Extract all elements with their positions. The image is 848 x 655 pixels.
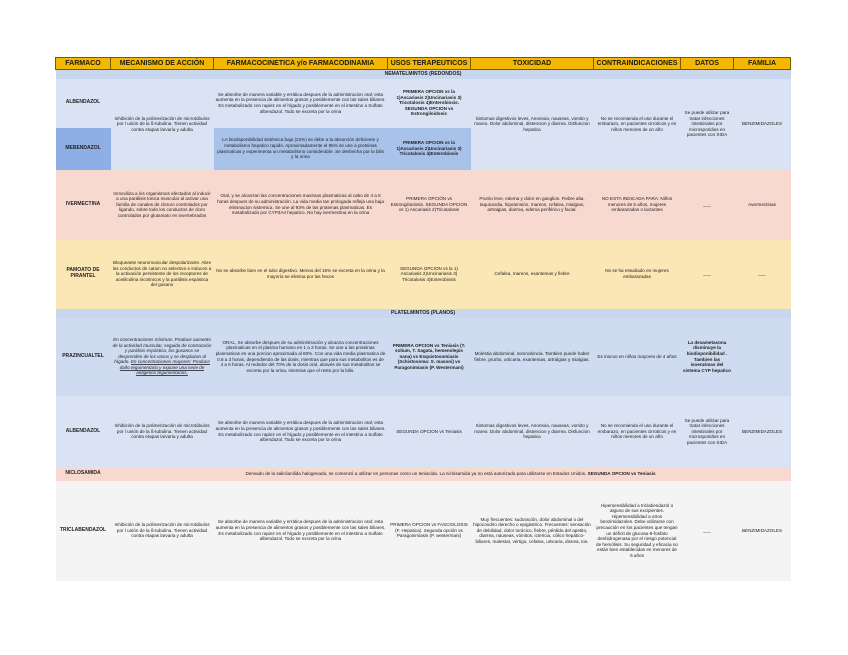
cell-farmacocinetica[interactable]: Se absorbe de manera variable y errática despues de la administracion oral; esta aumenta en la presencia de alimentos grasos y posiblemente con las sales biliares. Es metabolizado con rapiez en el hígado y posiblemente en el intestino a Sulfato albendazol. Todo se excreta por la orina — [214, 481, 388, 581]
cell-farmacocinetica[interactable]: ORAL, Se absorbe despues de su administración y alcanza concentraciones plasmaticas en el plasma humano en 1 a 2 horas. Se une a las proteinas plasmaticas en una porcion aproximada al 80%. Con una vida media plasmatica de 0.8 a 3 horas, dependiendo de las dosis, mientras que para sus metabolitos es de 4 a 6 horas. Al rededor del 70% de la dosis oral, através de sus metabolitos se excreta por la orina, mientras que el resto por la bilis. — [214, 318, 388, 396]
cell-farmaco[interactable]: ALBENDAZOL — [56, 79, 111, 128]
cell-contraindicaciones[interactable]: No se recomienda el uso durante el embarazo, en pacientes cirroticos y en niños menores de un año — [594, 396, 681, 468]
mecanismo-mayores: En concentraciones mayores: Produce daño tegumentario y expone una serie de antigenos tegumentarios. — [119, 359, 210, 376]
cell-familia[interactable]: BENZIMIDAZOLES — [734, 79, 791, 170]
table-row — [56, 481, 791, 581]
cell-toxicidad[interactable]: Cefalea, mareos, exantemas y fiebre — [471, 240, 594, 309]
header-row — [56, 58, 791, 70]
table-row — [56, 240, 791, 309]
cell-farmaco[interactable]: IVERMECTINA — [56, 170, 111, 240]
cell-farmacocinetica[interactable]: Se absorbe de manera variable y errática despues de la administracion oral; esta aumenta en la presencia de alimentos grasos y posiblemente con las sales biliares. Es metabolizado con rapiez en el hígado y posiblemente en el intestino a Sulfato albendazol. Todo se excreta por la orina — [214, 396, 388, 468]
header-datos[interactable]: DATOS — [681, 58, 734, 70]
cell-contraindicaciones[interactable]: NO ESTA INDICADA PARA: Niños menores de 5 años, mujeres embarazadas o lactantes — [594, 170, 681, 240]
cell-mecanismo[interactable]: Inhibición de la polimerización de microtúbulos por l unión de la ß-tubulina. Tienen actividad contra etapas larvaria y adulta — [111, 481, 214, 581]
niclosamida-text: Derivado de la salicilanilida halogenada, se comenzó a utilizar en personas como un teniacida. La niclosamida ya no está autorizada para utilizarse en Estados Unidos. — [245, 471, 587, 477]
cell-familia[interactable]: ___ — [734, 240, 791, 309]
cell-contraindicaciones[interactable]: Hipersensibilidad a triclabendazol o alguno de sus excipientes. Hipersensibilidad a otros benzimidazoles. Debe utilizarse con precaución en los pacientes que tengan un déficit de glucosa-6-fosfato deshidrogenasa por el riesgo potencial de hemólisis. Su seguridad y eficacia no están bien establecidas en menores de 6 años — [594, 481, 681, 581]
cell-farmacocinetica[interactable]: LA biodisponibilidad sistémica baja (22%) se debe a la absorción deficiente y metabolismo hepatico rapido. Aproximadamente el 95% se une a proteinas plasmaticas y experimenta un metabolismo considerable. Se deshecha por la bilis y la orina — [214, 128, 388, 170]
cell-contraindicaciones[interactable]: Es inocuo en niños mayores de 4 años — [594, 318, 681, 396]
cell-datos[interactable]: Se puede utilizar para tratar infecciones intestinales por microsporidios en pacientes con SIDA — [681, 396, 734, 468]
cell-datos[interactable]: La dexametasona disminuye la biodisponibilidad . Tambien las isoenzimas del sistema CYP hepatico — [681, 318, 734, 396]
header-familia[interactable]: FAMILIA — [734, 58, 791, 70]
cell-toxicidad[interactable]: Sintomas digestivos leves, Anorexia, nauseas, vomito y mareo. Dolor abdominal, distencion y diarrea. Disfuncion hepatica — [471, 79, 594, 170]
section-row-platelmintos — [56, 309, 791, 318]
table-row — [56, 396, 791, 468]
cell-contraindicaciones[interactable]: No se recomienda el uso durante el embarazo, en pacientes cirroticos y en niños menores de un año — [594, 79, 681, 170]
spreadsheet — [55, 57, 790, 581]
section-title[interactable]: PLATELMINTOS (PLANOS) — [56, 309, 791, 318]
cell-farmaco[interactable]: NICLOSAMIDA — [56, 468, 111, 481]
table-row — [56, 170, 791, 240]
cell-farmaco[interactable]: PRAZINCUALTEL — [56, 318, 111, 396]
cell-usos[interactable]: SEGUNDA OPCION vs la 1) Ascariasis 2)Uncinariasis 3) Tricotalosis 4)Enterobiosis — [388, 240, 471, 309]
cell-farmaco[interactable]: ALBENDAZOL — [56, 396, 111, 468]
header-farmacocinetica[interactable]: FARMACOCINETICA y/o FARMACODINAMIA — [214, 58, 388, 70]
cell-familia[interactable] — [734, 318, 791, 396]
header-contraindicaciones[interactable]: CONTRAINDICACIONES — [594, 58, 681, 70]
header-mecanismo[interactable]: MECANISMO DE ACCIÓN — [111, 58, 214, 70]
cell-toxicidad[interactable]: Sintomas digestivos leves, Anorexia, nauseas, vomito y mareo. Dolor abdominal, distencion y diarrea. Disfuncion hepatica — [471, 396, 594, 468]
header-toxicidad[interactable]: TOXICIDAD — [471, 58, 594, 70]
header-farmaco[interactable]: FARMACO — [56, 58, 111, 70]
cell-usos[interactable]: PRIMERA OPCION vs Teniasis (T. solium, T. Sagata, hemenolepis nana) vs Esquistosomiasis (Schistosoma: S. masoni) vs Paragonimiasis (P. Westermani) — [388, 318, 471, 396]
header-usos[interactable]: USOS TERAPEUTICOS — [388, 58, 471, 70]
cell-farmacocinetica[interactable]: No se absorbe bien en el tubo digestivo. Menos del 15% se excreta en la orina y la mayoría se elimina por las heces — [214, 240, 388, 309]
table-row — [56, 318, 791, 396]
cell-toxicidad[interactable]: Muy frecuentes: sudoración, dolor abdominal o del hipocondrio derecho o epigástrico. Frecuentes: sensación de debilidad, dolor torácico, fiebre, pérdida del apetito, diarrea, náuseas, vómitos, ictericia, cólico hepático-biliares, malestar, vértigo, cefalea, urticaria, disnea, tos. — [471, 481, 594, 581]
cell-farmaco[interactable]: PAMOATO DE PIRANTEL — [56, 240, 111, 309]
section-row-nematelmintos — [56, 70, 791, 79]
cell-usos[interactable]: SEGUNDA OPCION vs Teniasis — [388, 396, 471, 468]
cell-farmaco[interactable]: MEBENDAZOL — [56, 128, 111, 170]
drug-table — [55, 57, 791, 581]
mecanismo-minimas: En concentraciones mínimas: Produce aumento de la actividad muscular, seguida de contracción y parálisis espástica, los gusanos se desprenden de los vasos y se desplazan al hígado. — [112, 336, 212, 365]
niclosamida-uso: SEGUNDA OPCION vs Teniasis — [587, 471, 656, 477]
cell-farmacocinetica[interactable]: Se absorbe de manera variable y errática despues de la administracion oral; esta aumenta en la presencia de alimentos grasos y posiblemente con las sales biliares. Es metabolizado con rapiez en el hígado y posiblemente en el intestino a Sulfato albendazol. Todo se excreta por la orina — [214, 79, 388, 128]
table-row — [56, 79, 791, 128]
section-title[interactable]: NEMATELMINTOS (REDONDOS) — [56, 70, 791, 79]
cell-familia[interactable]: Avermectinas — [734, 170, 791, 240]
cell-mecanismo[interactable]: Inhibición de la polimerización de microtúbulos por l unión de la ß-tubulina. Tienen actividad contra etapas larvaria y adulta — [111, 396, 214, 468]
cell-mecanismo[interactable]: Inmoviliza a los organismos afectados al inducir a una parálisis tonica muscular al activar una familia de canales de cloruro controlados por ligando, sobre todo los conductos de cloro controlados por glutamato en invertebrados — [111, 170, 214, 240]
cell-mecanismo[interactable] — [111, 318, 214, 396]
cell-farmacocinetica[interactable]: Oral, y se alcanzan las concentraciones maximas plasmaticas al cabo de 4 a 5 horas despues de su administración. La vida media tan prologada refleja una baja eliminacion sistemica. Se une al 93% de las proteinas plasmaticas. Es metabolizado por CYP3A4 hepatico. No hay ivermectina en la orina — [214, 170, 388, 240]
cell-datos[interactable]: ___ — [681, 481, 734, 581]
cell-usos[interactable]: PRIMERA OPCION vs la 1)Ascariasis 2)Uncinariasis 3) Tricotalosis 4)Enterobiosis. SEGUNDA OPCION vs Estrongiloidosis — [388, 79, 471, 128]
cell-familia[interactable]: BENZIMIDAZOLES — [734, 396, 791, 468]
cell-datos[interactable]: Se puede utilizar para tratar infecciones intestinales por microsporidios en pacientes con SIDA — [681, 79, 734, 170]
cell-toxicidad[interactable]: Prurito leve, edema y dolor en ganglios. Fiebre alta, taquicardia, hipotensión, mareos, cefalea, mialgias, artralgias, diarrea, edema periférico y facial. — [471, 170, 594, 240]
cell-descripcion[interactable] — [111, 468, 791, 481]
cell-usos[interactable]: PRIMERA OPCION vs FASCIOLOSIS (F. Hepatica). Segunda opción vs Paragonimiasis (P. westermani) — [388, 481, 471, 581]
cell-toxicidad[interactable]: Molestia abdominal, somnolencia. Tambien puede haber fiebre, prurito, urticaria, exantemas, artralgias y mialgias. — [471, 318, 594, 396]
cell-mecanismo[interactable]: Inhibición de la polimerización de microtúbulos por l unión de la ß-tubulina. Tienen actividad contra etapas larvaria y adulta — [111, 79, 214, 170]
cell-farmaco[interactable]: TRICLABENDAZOL — [56, 481, 111, 581]
cell-contraindicaciones[interactable]: No se ha estudiado en mujeres embarazadas — [594, 240, 681, 309]
cell-mecanismo[interactable]: Bloqueante neuromuscular despolarizante. Abre los conductos de cation no selectivo e inducen a la activación persistente de los receptores de acetilcolina nicotinicos y la parálisis espástica del gusano — [111, 240, 214, 309]
cell-datos[interactable]: ___ — [681, 170, 734, 240]
cell-familia[interactable]: BENZIMIDAZOLES — [734, 481, 791, 581]
cell-usos[interactable]: PRIMERA OPCION vs la 1)Ascariasis 2)Uncinariasis 3) Tricotalosis 4)Enterobiosis — [388, 128, 471, 170]
cell-usos[interactable]: PRIMERA OPCIÓN vs Estrongiloidosis. SEGUNDA OPCION vs 1) Ascariasis 2)Tricotalosis — [388, 170, 471, 240]
cell-datos[interactable]: ___ — [681, 240, 734, 309]
table-row — [56, 468, 791, 481]
